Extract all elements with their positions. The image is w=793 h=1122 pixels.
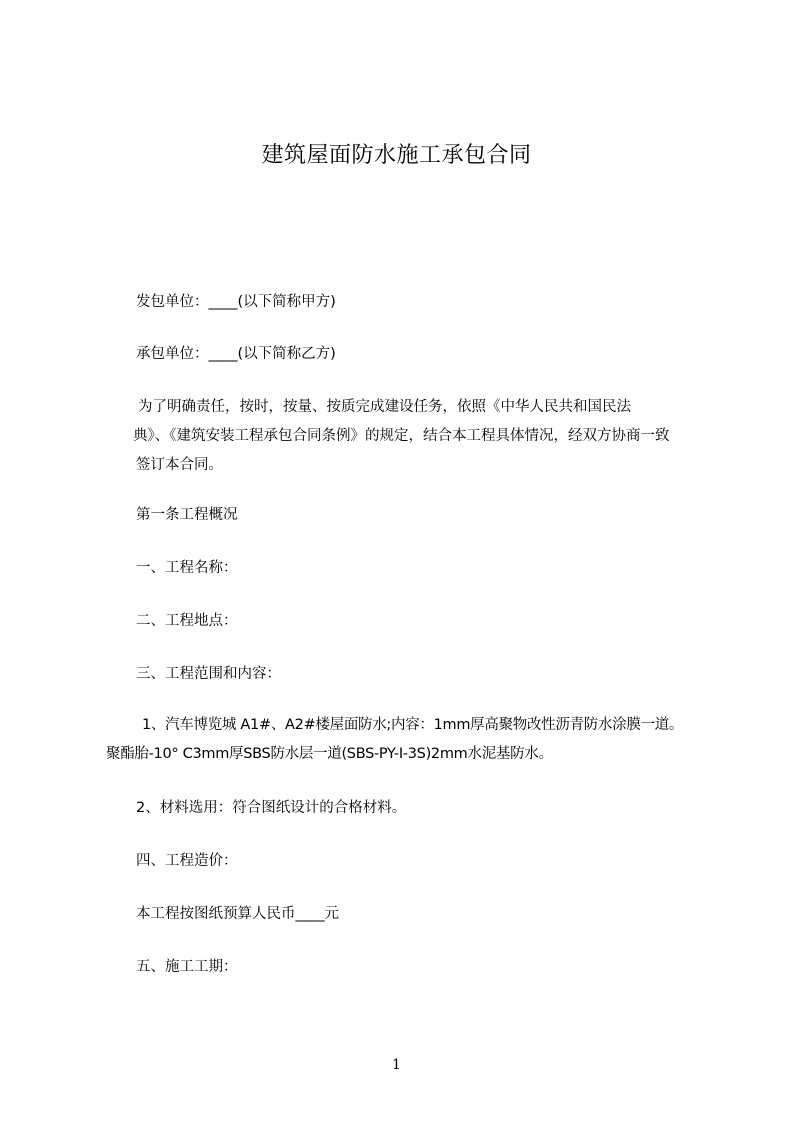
item-construction-period: 五、施工工期： [136, 959, 238, 975]
scope-paragraph [106, 711, 776, 769]
party-b-line: 承包单位：____(以下简称乙方) [136, 346, 336, 362]
intro-line-2: 典》、《建筑安装工程承包合同条例》的规定，结合本工程具体情况，经双方协商一致 [133, 428, 670, 444]
item-project-price: 四、工程造价： [136, 853, 238, 869]
item-project-scope: 三、工程范围和内容： [136, 666, 281, 682]
intro-line-1: 为了明确责任，按时，按量、按质完成建设任务，依照《中华人民共和国民法 [138, 399, 631, 415]
party-a-line: 发包单位：____(以下简称甲方) [136, 294, 336, 310]
intro-paragraph [133, 393, 736, 480]
page-number: 1 [392, 1057, 401, 1073]
scope-line-2: 聚酯胎-10° C3mm厚SBS防水层一道(SBS-PY-I-3S)2mm水泥基防水。 [106, 746, 553, 762]
scope-line-1: 1、汽车博览城 A1#、A2#楼屋面防水;内容：1mm厚高聚物改性沥青防水涂膜一道。 [142, 717, 684, 733]
price-line: 本工程按图纸预算人民币____元 [136, 906, 339, 922]
item-project-location: 二、工程地点： [136, 613, 238, 629]
material-line: 2、材料选用：符合图纸设计的合格材料。 [136, 800, 407, 816]
document-title: 建筑屋面防水施工承包合同 [261, 143, 532, 168]
item-project-name: 一、工程名称： [136, 560, 238, 576]
intro-line-3: 签订本合同。 [136, 457, 223, 473]
article-1-heading: 第一条工程概况 [136, 507, 238, 523]
